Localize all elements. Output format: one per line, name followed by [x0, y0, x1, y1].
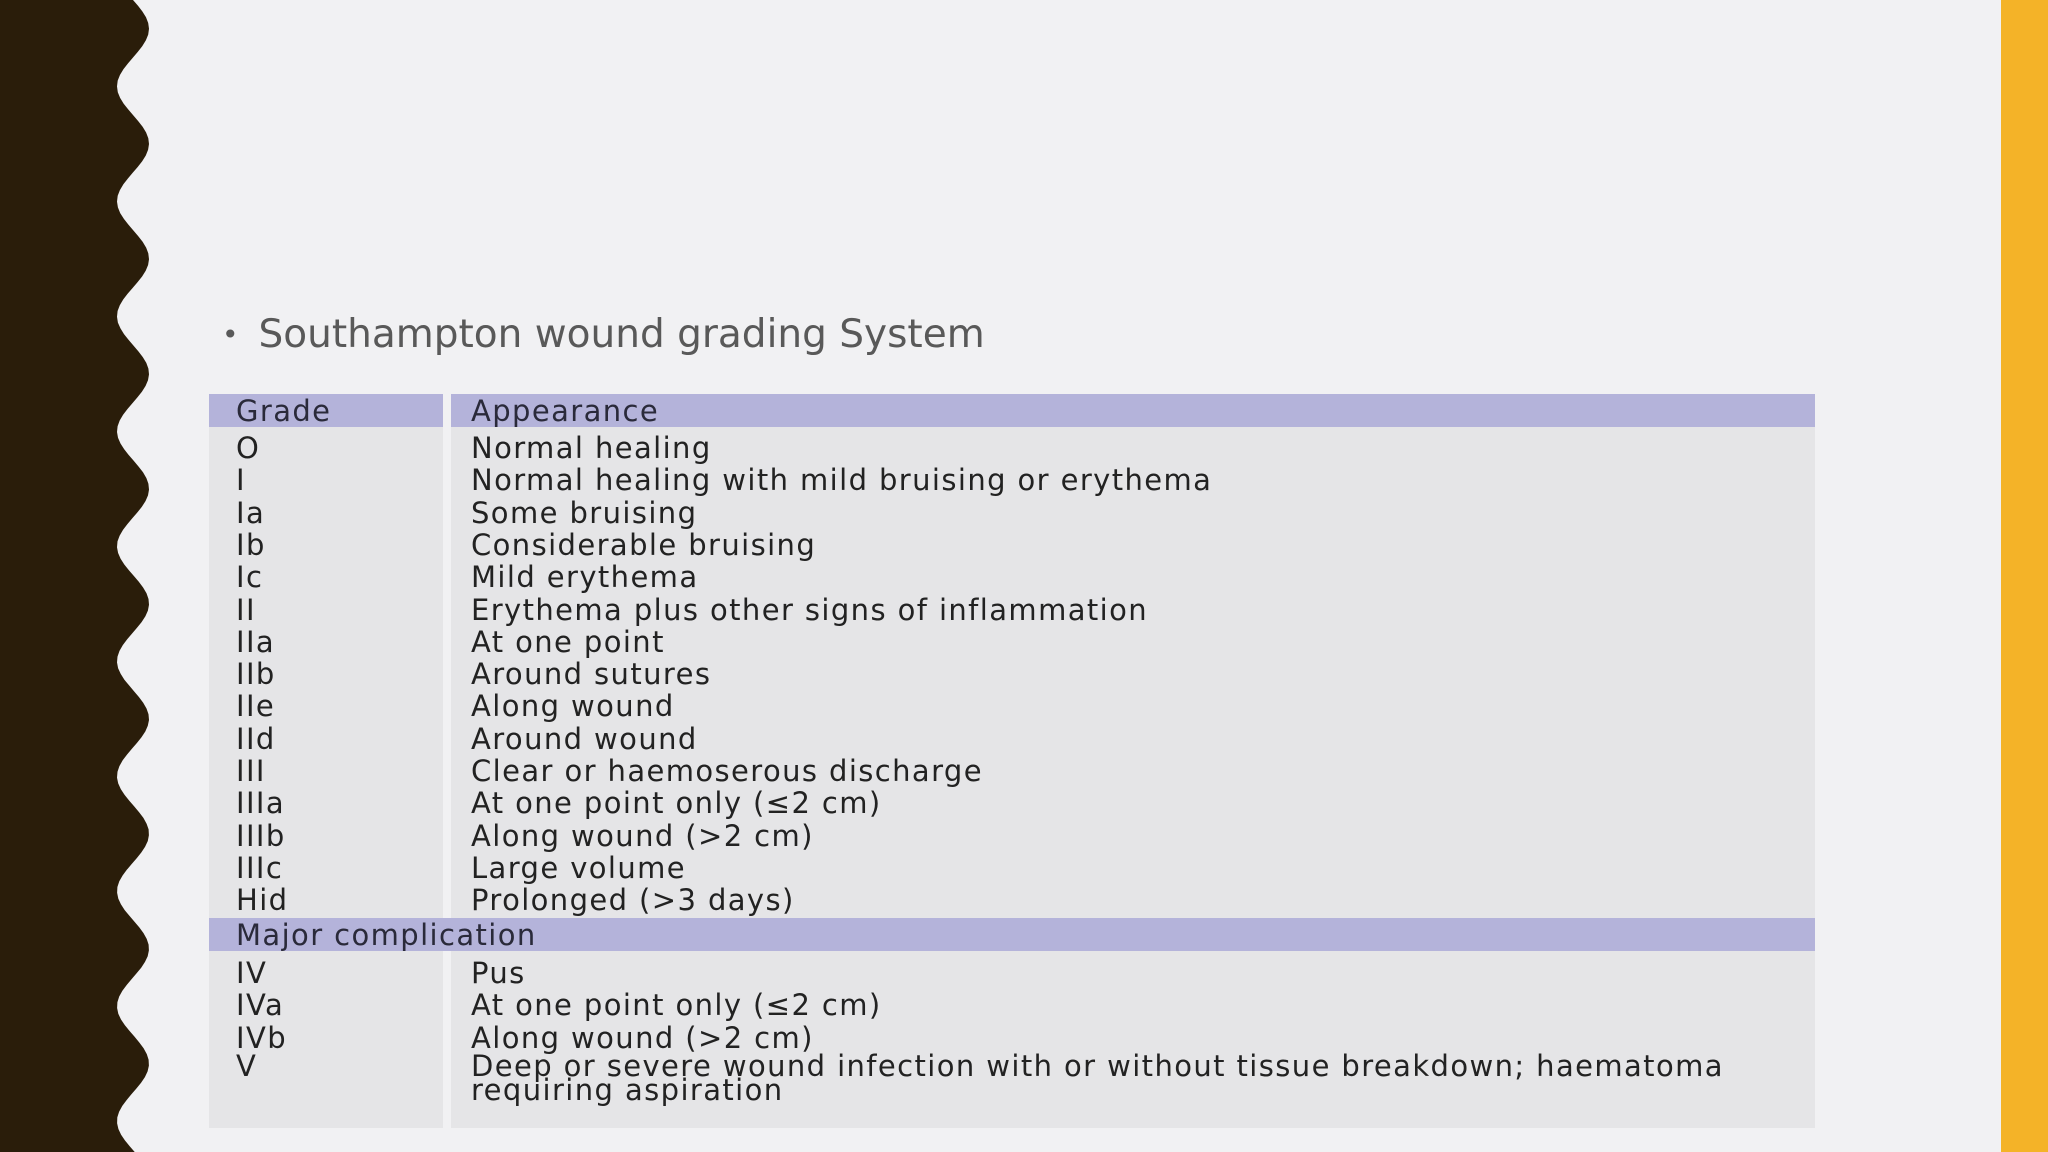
table-row	[209, 658, 1815, 690]
table-row	[209, 561, 1815, 593]
table-row	[209, 852, 1815, 884]
table-row	[209, 884, 1815, 916]
grade-cell: IIIa	[236, 786, 286, 821]
appearance-cell: Mild erythema	[471, 560, 699, 595]
appearance-cell: Prolonged (>3 days)	[471, 883, 795, 918]
wavy-left-band	[0, 0, 160, 1152]
grade-cell: IIb	[236, 657, 276, 692]
grade-cell: I	[236, 463, 246, 498]
appearance-cell: Considerable bruising	[471, 527, 817, 562]
grade-cell: Ib	[236, 527, 266, 562]
appearance-cell: Clear or haemoserous discharge	[471, 754, 983, 788]
appearance-cell: Some bruising	[471, 495, 698, 530]
grade-cell: II	[236, 592, 256, 627]
table-row	[209, 989, 1815, 1021]
appearance-cell: At one point only (≤2 cm)	[471, 988, 882, 1023]
grade-cell: IIe	[236, 689, 276, 724]
accent-bar	[2001, 0, 2048, 1152]
table-row	[209, 432, 1815, 464]
table-row	[209, 755, 1815, 787]
table-row	[209, 626, 1815, 658]
bullet-text: Southampton wound grading System	[258, 312, 985, 357]
section-header-cell	[209, 918, 1815, 951]
appearance-cell: Along wound (>2 cm)	[471, 818, 814, 853]
grade-cell: IId	[236, 721, 276, 756]
appearance-cell: Large volume	[471, 850, 687, 885]
header-appearance-cell	[451, 394, 1815, 427]
bullet-marker-icon: •	[222, 318, 239, 351]
table-row	[209, 690, 1815, 722]
grade-cell: IVa	[236, 988, 285, 1023]
grade-cell: IV	[236, 956, 268, 990]
grade-cell: IIIb	[236, 818, 286, 853]
grade-cell: Hid	[236, 883, 289, 918]
appearance-cell: Along wound (>2 cm)	[471, 1020, 814, 1055]
table-row	[209, 820, 1815, 852]
grade-cell: IVb	[236, 1020, 287, 1055]
appearance-cell: Pus	[471, 956, 526, 990]
grade-cell: III	[236, 754, 266, 788]
appearance-cell: Erythema plus other signs of inflammation	[471, 592, 1149, 627]
table-row	[209, 1048, 1815, 1107]
appearance-cell: Along wound	[471, 689, 675, 724]
table-row	[209, 723, 1815, 755]
grade-cell: Ia	[236, 495, 266, 530]
table-row	[209, 497, 1815, 529]
wound-grading-table	[209, 394, 1815, 1128]
header-grade-cell	[209, 394, 443, 427]
appearance-cell: Around sutures	[471, 657, 712, 692]
appearance-cell: Normal healing	[471, 431, 712, 465]
grade-cell: IIIc	[236, 850, 284, 885]
table-row	[209, 957, 1815, 989]
table-row	[209, 787, 1815, 819]
table-row	[209, 529, 1815, 561]
section-header: Major complication	[236, 917, 537, 952]
appearance-cell: At one point only (≤2 cm)	[471, 786, 882, 821]
grade-cell: Ic	[236, 560, 264, 595]
table-row	[209, 594, 1815, 626]
appearance-cell: Around wound	[471, 721, 698, 756]
grade-cell: O	[236, 431, 261, 465]
appearance-cell: Normal healing with mild bruising or erythema	[471, 463, 1213, 498]
bullet-point	[222, 312, 985, 357]
table-row	[209, 464, 1815, 496]
grade-cell: V	[236, 1048, 258, 1083]
header-grade: Grade	[236, 394, 332, 428]
appearance-cell: At one point	[471, 624, 665, 659]
grade-cell: IIa	[236, 624, 276, 659]
header-appearance: Appearance	[471, 394, 660, 428]
appearance-cell: Deep or severe wound infection with or without tissue breakdown; haematoma requiring aspiration	[471, 1048, 1724, 1107]
